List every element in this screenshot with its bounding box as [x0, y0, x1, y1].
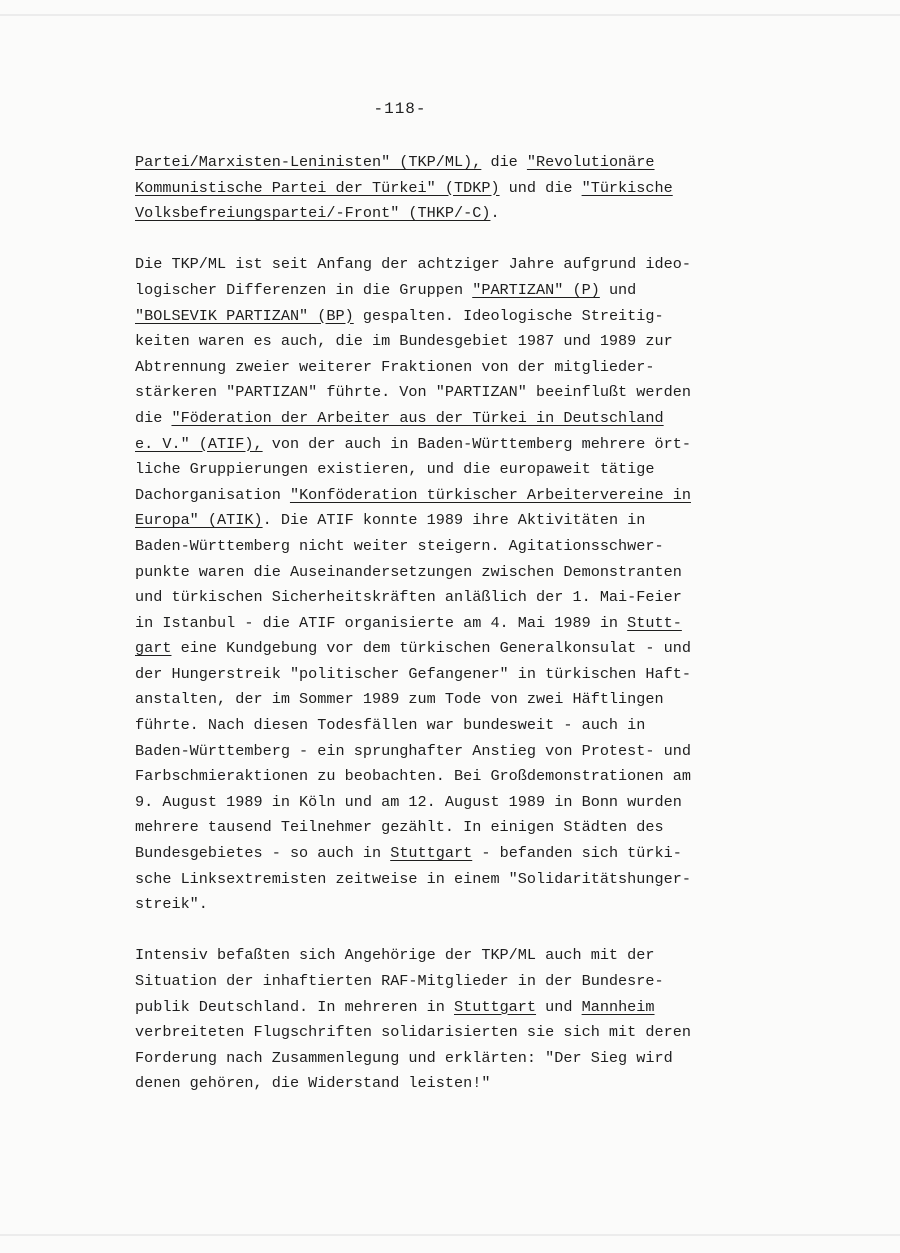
underlined-term: e. V." (ATIF),: [135, 434, 263, 453]
paragraph: [135, 150, 795, 227]
text-line: [135, 304, 795, 330]
underlined-term: "Türkische: [581, 178, 673, 197]
text-line: [135, 150, 795, 176]
text-line: [135, 790, 795, 816]
text-run: stärkeren "PARTIZAN" führte. Von "PARTIZAN" beeinflußt werden: [135, 383, 691, 402]
text-run: die: [135, 408, 172, 427]
text-line: [135, 892, 795, 918]
underlined-term: Europa" (ATIK): [135, 511, 263, 530]
text-line: [135, 841, 795, 867]
text-run: und: [536, 997, 582, 1016]
text-run: .: [490, 204, 500, 223]
text-line: [135, 867, 795, 893]
text-line: [135, 1046, 795, 1072]
text-run: Baden-Württemberg - ein sprunghafter Anstieg von Protest- und: [135, 741, 691, 760]
document-body: [135, 150, 795, 1123]
text-line: [135, 636, 795, 662]
text-line: [135, 201, 795, 227]
underlined-term: "Revolutionäre: [526, 153, 655, 171]
text-line: [135, 815, 795, 841]
text-line: [135, 457, 795, 483]
text-line: [135, 713, 795, 739]
underlined-term: Stuttgart: [454, 997, 537, 1016]
text-run: keiten waren es auch, die im Bundesgebiet 1987 und 1989 zur: [135, 332, 673, 351]
underlined-term: "Konföderation türkischer Arbeitervereine in: [289, 485, 691, 504]
text-line: [135, 252, 795, 278]
text-run: verbreiteten Flugschriften solidarisierten sie sich mit deren: [135, 1023, 691, 1042]
paragraph: [135, 943, 795, 1097]
text-run: liche Gruppierungen existieren, und die europaweit tätige: [135, 460, 655, 479]
text-run: der Hungerstreik "politischer Gefangener" in türkischen Haft-: [135, 664, 691, 683]
text-line: [135, 995, 795, 1021]
text-run: mehrere tausend Teilnehmer gezählt. In einigen Städten des: [135, 818, 664, 837]
underlined-term: "PARTIZAN" (P): [472, 280, 600, 299]
underlined-term: "BOLSEVIK PARTIZAN" (BP): [135, 306, 354, 325]
text-line: [135, 432, 795, 458]
underlined-term: Mannheim: [581, 997, 655, 1016]
text-line: [135, 687, 795, 713]
text-line: [135, 943, 795, 969]
text-run: Forderung nach Zusammenlegung und erklärten: "Der Sieg wird: [135, 1048, 673, 1067]
underlined-term: Kommunistische Partei der Türkei" (TDKP): [135, 178, 500, 197]
text-line: [135, 534, 795, 560]
text-run: streik".: [135, 895, 208, 914]
text-line: [135, 329, 795, 355]
text-run: punkte waren die Auseinandersetzungen zwischen Demonstranten: [135, 562, 682, 581]
text-line: [135, 508, 795, 534]
page-number: -118-: [373, 100, 427, 118]
text-run: denen gehören, die Widerstand leisten!": [135, 1074, 491, 1093]
underlined-term: Partei/Marxisten-Leninisten" (TKP/ML),: [135, 153, 482, 171]
text-line: [135, 739, 795, 765]
text-run: anstalten, der im Sommer 1989 zum Tode von zwei Häftlingen: [135, 690, 664, 709]
text-run: . Die ATIF konnte 1989 ihre Aktivitäten in: [262, 511, 646, 530]
text-run: gespalten. Ideologische Streitig-: [353, 306, 664, 325]
scan-edge-top: [0, 14, 900, 16]
text-run: sche Linksextremisten zeitweise in einem "Solidaritätshunger-: [135, 869, 691, 888]
text-run: Baden-Württemberg nicht weiter steigern. Agitationsschwer-: [135, 536, 664, 555]
text-line: [135, 176, 795, 202]
text-line: [135, 406, 795, 432]
text-run: Intensiv befaßten sich Angehörige der TKP/ML auch mit der: [135, 946, 655, 965]
text-line: [135, 764, 795, 790]
text-line: [135, 662, 795, 688]
text-run: Farbschmieraktionen zu beobachten. Bei Großdemonstrationen am: [135, 767, 691, 786]
text-run: in Istanbul - die ATIF organisierte am 4. Mai 1989 in: [135, 613, 628, 632]
text-run: Die TKP/ML ist seit Anfang der achtziger Jahre aufgrund ideo-: [135, 255, 691, 274]
text-line: [135, 969, 795, 995]
underlined-term: Stuttgart: [390, 844, 473, 863]
text-run: publik Deutschland. In mehreren in: [135, 997, 454, 1016]
underlined-term: gart: [135, 639, 172, 658]
text-line: [135, 560, 795, 586]
scan-edge-bottom: [0, 1234, 900, 1236]
text-run: logischer Differenzen in die Gruppen: [135, 280, 473, 299]
text-run: führte. Nach diesen Todesfällen war bundesweit - auch in: [135, 716, 646, 735]
text-line: [135, 355, 795, 381]
text-run: Abtrennung zweier weiterer Fraktionen von der mitglieder-: [135, 357, 655, 376]
text-line: [135, 585, 795, 611]
paragraph: [135, 252, 795, 917]
text-line: [135, 483, 795, 509]
underlined-term: "Föderation der Arbeiter aus der Türkei in Deutschland: [171, 408, 664, 427]
text-run: - befanden sich türki-: [472, 844, 682, 863]
underlined-term: Stutt-: [627, 613, 682, 632]
text-run: Dachorganisation: [135, 485, 290, 504]
text-run: Situation der inhaftierten RAF-Mitglieder in der Bundesre-: [135, 972, 664, 990]
text-line: [135, 278, 795, 304]
text-run: von der auch in Baden-Württemberg mehrere ört-: [262, 434, 691, 453]
text-run: und: [599, 280, 637, 299]
text-run: und türkischen Sicherheitskräften anläßlich der 1. Mai-Feier: [135, 588, 682, 607]
text-run: und die: [499, 178, 582, 197]
text-line: [135, 380, 795, 406]
text-line: [135, 1071, 795, 1097]
text-line: [135, 611, 795, 637]
text-run: 9. August 1989 in Köln und am 12. August 1989 in Bonn wurden: [135, 792, 682, 811]
text-run: eine Kundgebung vor dem türkischen Generalkonsulat - und: [171, 639, 691, 658]
text-run: die: [481, 153, 527, 171]
text-line: [135, 1020, 795, 1046]
text-run: Bundesgebietes - so auch in: [135, 844, 391, 863]
underlined-term: Volksbefreiungspartei/-Front" (THKP/-C): [135, 204, 491, 223]
